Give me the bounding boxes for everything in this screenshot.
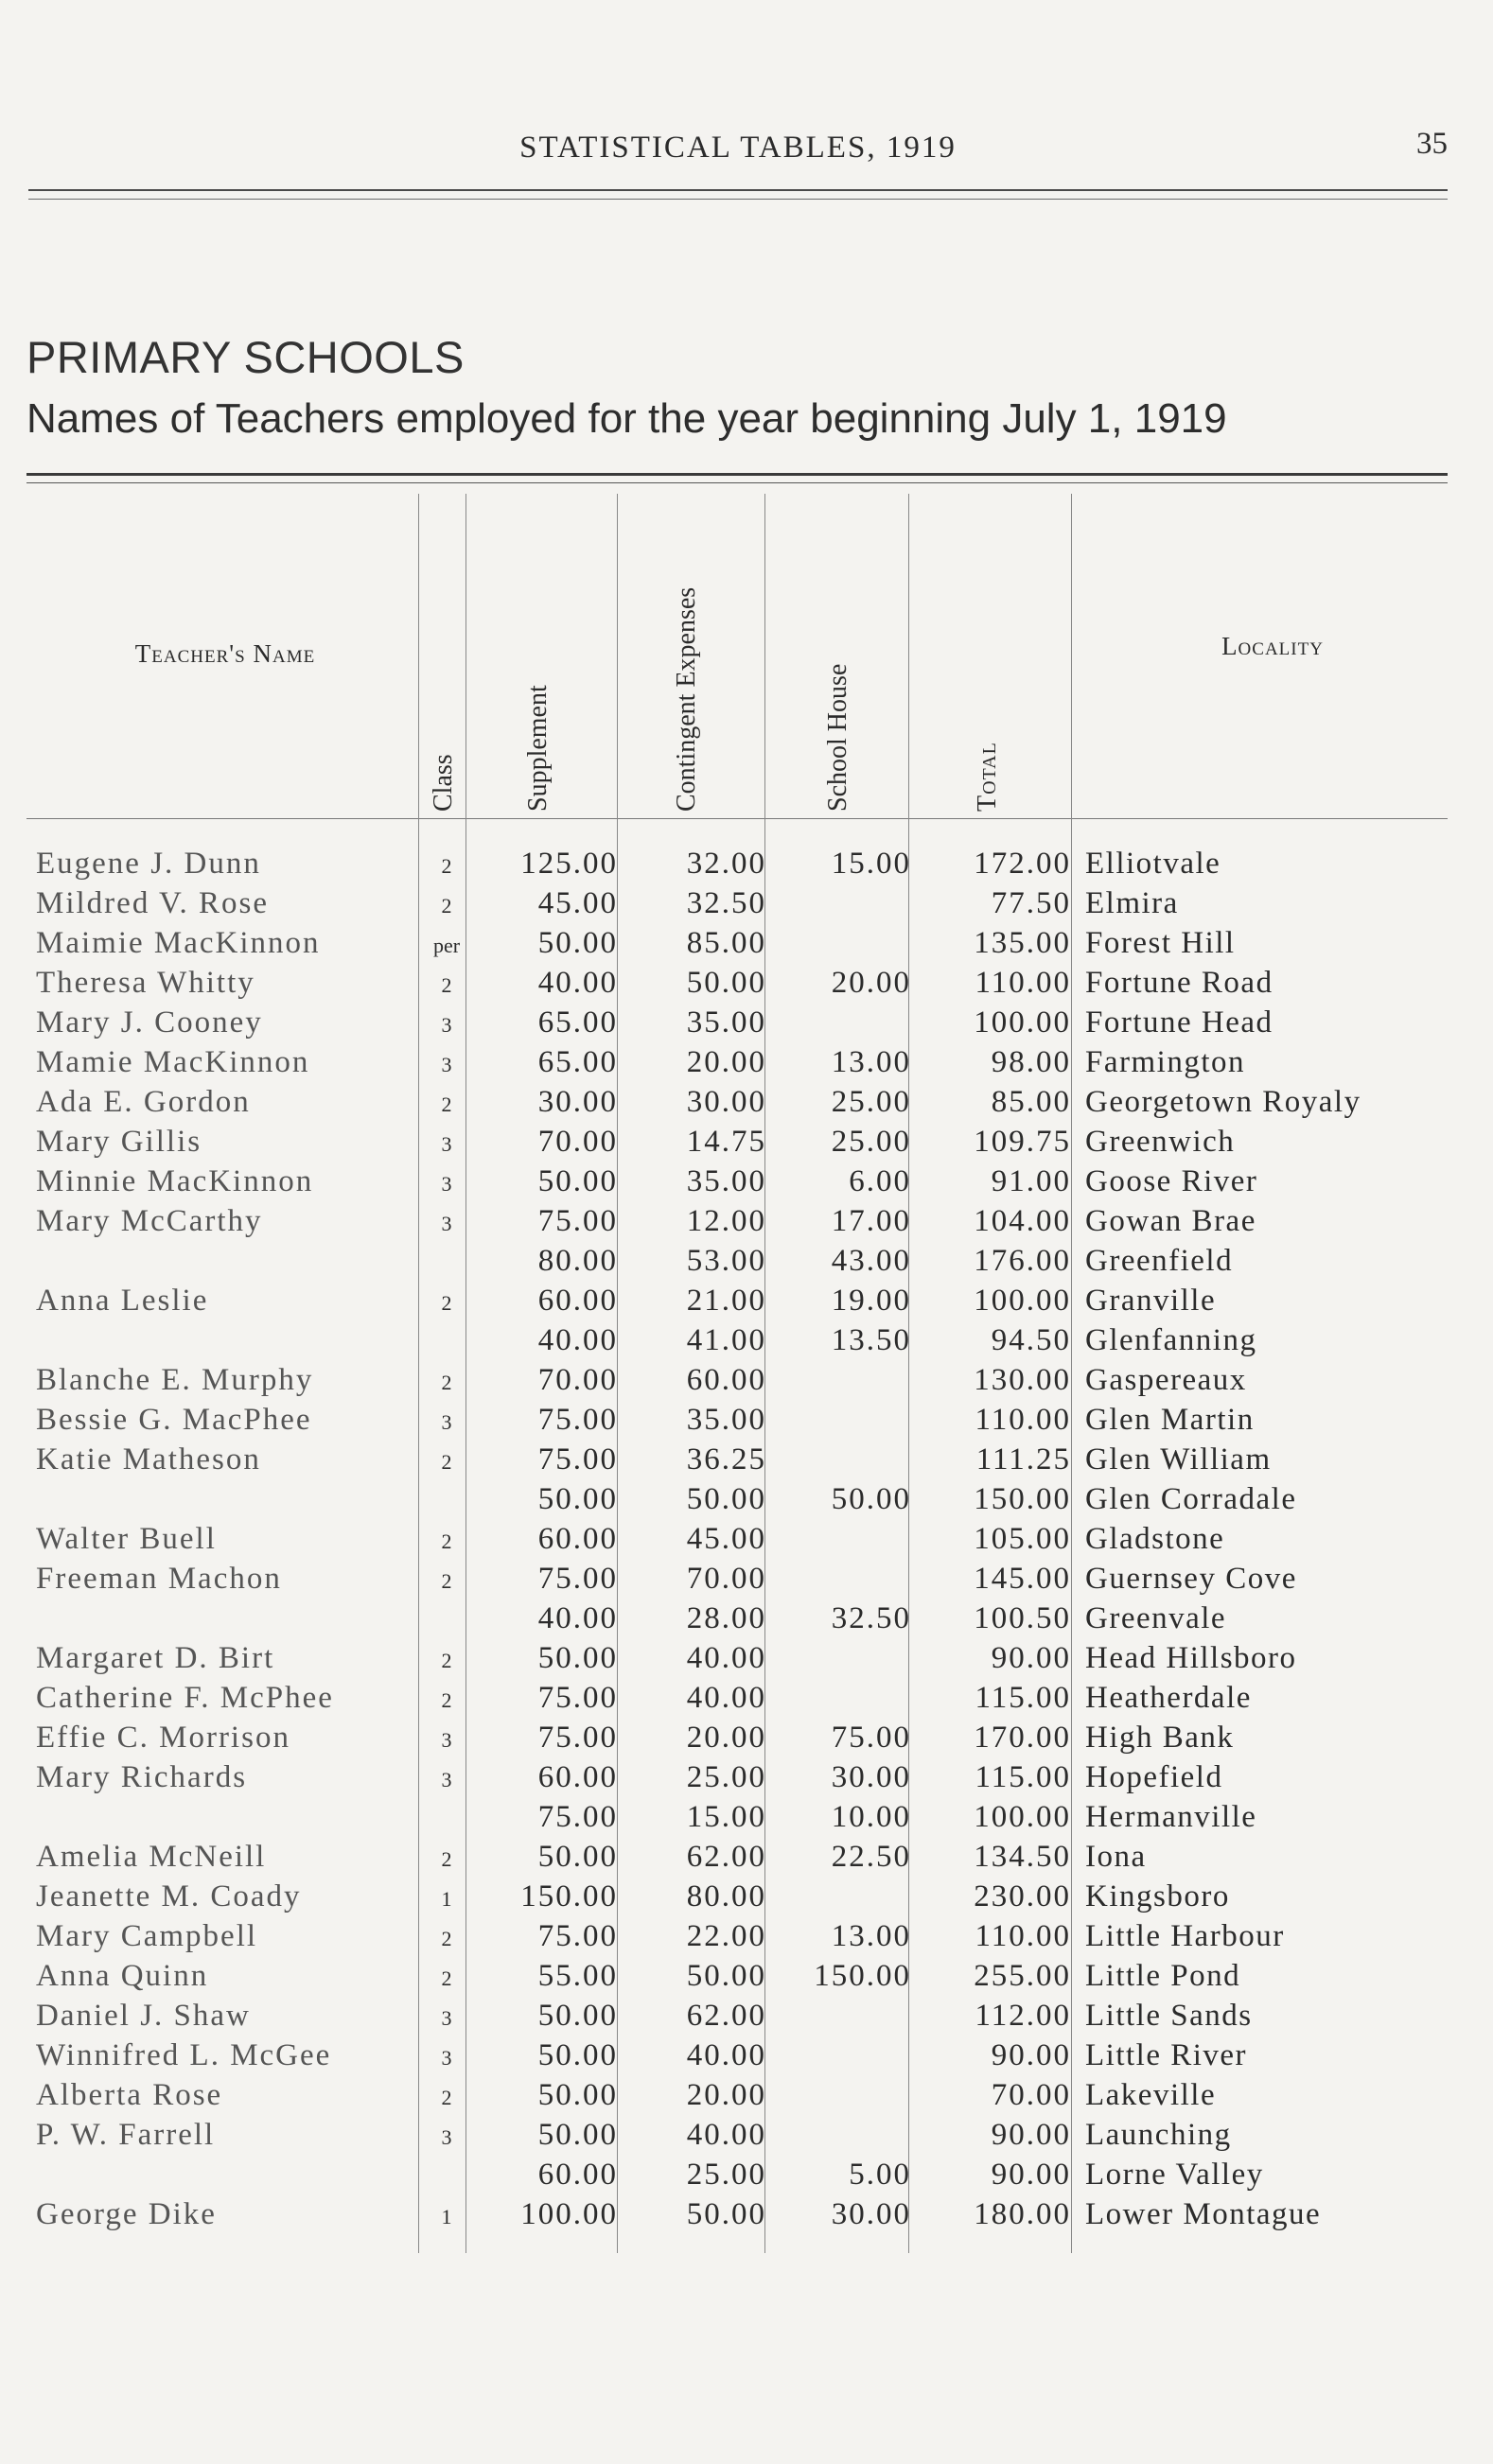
supplement-cell: 50.00 [537, 1999, 618, 2033]
class-cell: 2 [441, 1371, 452, 1394]
header-supplement: Supplement [523, 685, 553, 812]
class-cell: 3 [441, 1768, 452, 1791]
supplement-cell: 60.00 [537, 2158, 618, 2192]
supplement-cell: 50.00 [537, 1840, 618, 1874]
table-top-rule [26, 473, 1448, 476]
total-cell: 109.75 [974, 1125, 1071, 1159]
contingent-cell: 40.00 [686, 2038, 766, 2072]
table-row [0, 1242, 1493, 1282]
total-cell: 172.00 [974, 847, 1071, 881]
table-row [0, 845, 1493, 884]
supplement-cell: 55.00 [537, 1959, 618, 1993]
total-cell: 100.00 [974, 1800, 1071, 1834]
locality-cell: Elliotvale [1085, 847, 1221, 881]
total-cell: 90.00 [991, 1641, 1071, 1675]
teacher-name-cell: Bessie G. MacPhee [36, 1403, 312, 1437]
class-cell: 3 [441, 2046, 452, 2070]
table-row [0, 884, 1493, 924]
table-row [0, 1202, 1493, 1242]
header-school-house: School House [823, 663, 852, 812]
teacher-name-cell: Walter Buell [36, 1522, 217, 1556]
teacher-name-cell: Mildred V. Rose [36, 886, 270, 920]
total-cell: 134.50 [974, 1840, 1071, 1874]
total-cell: 110.00 [975, 1919, 1071, 1953]
locality-cell: Greenwich [1085, 1125, 1236, 1159]
teacher-name-cell: Catherine F. McPhee [36, 1681, 334, 1715]
header-bottom-rule [26, 818, 1448, 819]
total-cell: 255.00 [974, 1959, 1071, 1993]
contingent-cell: 28.00 [686, 1601, 766, 1635]
class-cell: 2 [441, 1529, 452, 1553]
supplement-cell: 75.00 [537, 1800, 618, 1834]
teacher-name-cell: Ada E. Gordon [36, 1085, 251, 1119]
supplement-cell: 65.00 [537, 1045, 618, 1079]
total-cell: 112.00 [975, 1999, 1071, 2033]
running-title: STATISTICAL TABLES, 1919 [519, 131, 957, 165]
locality-cell: Greenfield [1085, 1244, 1234, 1278]
table-row [0, 1441, 1493, 1480]
class-cell: 2 [441, 1092, 452, 1116]
total-cell: 110.00 [975, 966, 1071, 1000]
supplement-cell: 70.00 [537, 1363, 618, 1397]
supplement-cell: 40.00 [537, 1601, 618, 1635]
school-house-cell: 17.00 [831, 1204, 911, 1238]
contingent-cell: 50.00 [686, 1959, 766, 1993]
contingent-cell: 60.00 [686, 1363, 766, 1397]
contingent-cell: 62.00 [686, 1999, 766, 2033]
teacher-name-cell: Daniel J. Shaw [36, 1999, 251, 2033]
locality-cell: Glen Corradale [1085, 1482, 1297, 1516]
school-house-cell: 13.00 [831, 1045, 911, 1079]
class-cell: 2 [441, 1569, 452, 1593]
locality-cell: High Bank [1085, 1721, 1235, 1755]
total-cell: 105.00 [974, 1522, 1071, 1556]
supplement-cell: 150.00 [520, 1879, 618, 1914]
header-rule-thin [28, 199, 1448, 200]
supplement-cell: 100.00 [520, 2197, 618, 2231]
locality-cell: Glenfanning [1085, 1323, 1257, 1357]
locality-cell: Heatherdale [1085, 1681, 1252, 1715]
total-cell: 111.25 [975, 1442, 1071, 1477]
contingent-cell: 35.00 [686, 1164, 766, 1198]
locality-cell: Fortune Head [1085, 1005, 1273, 1040]
teacher-name-cell: Alberta Rose [36, 2078, 223, 2112]
total-cell: 85.00 [991, 1085, 1071, 1119]
locality-cell: Lakeville [1085, 2078, 1217, 2112]
contingent-cell: 12.00 [686, 1204, 766, 1238]
contingent-cell: 45.00 [686, 1522, 766, 1556]
supplement-cell: 70.00 [537, 1125, 618, 1159]
contingent-cell: 32.00 [686, 847, 766, 881]
contingent-cell: 21.00 [686, 1284, 766, 1318]
class-cell: 2 [441, 1291, 452, 1315]
locality-cell: Farmington [1085, 1045, 1245, 1079]
table-row [0, 2156, 1493, 2195]
table-row [0, 1401, 1493, 1441]
section-title: PRIMARY SCHOOLS [26, 332, 465, 382]
class-cell: 1 [441, 1887, 452, 1911]
supplement-cell: 30.00 [537, 1085, 618, 1119]
school-house-cell: 75.00 [831, 1721, 911, 1755]
locality-cell: Lower Montague [1085, 2197, 1322, 2231]
table-top-rule-thin [26, 482, 1448, 483]
table-row [0, 1083, 1493, 1123]
table-row [0, 964, 1493, 1004]
table-row [0, 2076, 1493, 2116]
teacher-name-cell: Maimie MacKinnon [36, 926, 321, 960]
total-cell: 77.50 [991, 886, 1071, 920]
school-house-cell: 30.00 [831, 1760, 911, 1794]
table-body [0, 845, 1493, 2235]
locality-cell: Glen Martin [1085, 1403, 1255, 1437]
class-cell: 2 [441, 1450, 452, 1474]
supplement-cell: 75.00 [537, 1681, 618, 1715]
running-header [28, 123, 1448, 180]
class-cell: 2 [441, 2086, 452, 2109]
total-cell: 150.00 [974, 1482, 1071, 1516]
table-row [0, 1480, 1493, 1520]
supplement-cell: 50.00 [537, 2118, 618, 2152]
table-row [0, 1798, 1493, 1838]
class-cell: 3 [441, 1053, 452, 1076]
class-cell: per [432, 934, 461, 957]
total-cell: 170.00 [974, 1721, 1071, 1755]
table-row [0, 924, 1493, 964]
locality-cell: Glen William [1085, 1442, 1272, 1477]
table-row [0, 1162, 1493, 1202]
table-row [0, 1758, 1493, 1798]
class-cell: 2 [441, 1688, 452, 1712]
locality-cell: Hermanville [1085, 1800, 1257, 1834]
contingent-cell: 40.00 [686, 2118, 766, 2152]
locality-cell: Head Hillsboro [1085, 1641, 1297, 1675]
total-cell: 100.00 [974, 1284, 1071, 1318]
table-row [0, 1878, 1493, 1917]
contingent-cell: 36.25 [686, 1442, 766, 1477]
locality-cell: Kingsboro [1085, 1879, 1230, 1914]
table-row [0, 1679, 1493, 1719]
contingent-cell: 25.00 [686, 2158, 766, 2192]
supplement-cell: 50.00 [537, 1482, 618, 1516]
contingent-cell: 85.00 [686, 926, 766, 960]
header-contingent-expenses: Contingent Expenses [672, 586, 701, 812]
teacher-name-cell: Effie C. Morrison [36, 1721, 290, 1755]
teacher-name-cell: Mary McCarthy [36, 1204, 263, 1238]
school-house-cell: 43.00 [831, 1244, 911, 1278]
class-cell: 2 [441, 1927, 452, 1950]
contingent-cell: 40.00 [686, 1681, 766, 1715]
supplement-cell: 75.00 [537, 1204, 618, 1238]
contingent-cell: 22.00 [686, 1919, 766, 1953]
supplement-cell: 75.00 [537, 1562, 618, 1596]
contingent-cell: 62.00 [686, 1840, 766, 1874]
teacher-name-cell: Eugene J. Dunn [36, 847, 261, 881]
total-cell: 135.00 [974, 926, 1071, 960]
header-locality: Locality [1221, 632, 1324, 660]
teacher-name-cell: Theresa Whitty [36, 966, 255, 1000]
total-cell: 130.00 [974, 1363, 1071, 1397]
teacher-name-cell: George Dike [36, 2197, 217, 2231]
total-cell: 115.00 [975, 1681, 1071, 1715]
supplement-cell: 75.00 [537, 1919, 618, 1953]
class-cell: 3 [441, 1013, 452, 1037]
contingent-cell: 41.00 [686, 1323, 766, 1357]
contingent-cell: 20.00 [686, 1721, 766, 1755]
total-cell: 70.00 [991, 2078, 1071, 2112]
supplement-cell: 40.00 [537, 966, 618, 1000]
table-row [0, 2036, 1493, 2076]
total-cell: 104.00 [974, 1204, 1071, 1238]
school-house-cell: 25.00 [831, 1085, 911, 1119]
supplement-cell: 125.00 [520, 847, 618, 881]
locality-cell: Lorne Valley [1085, 2158, 1264, 2192]
total-cell: 100.50 [974, 1601, 1071, 1635]
total-cell: 91.00 [991, 1164, 1071, 1198]
supplement-cell: 60.00 [537, 1522, 618, 1556]
table-row [0, 1719, 1493, 1758]
table-row [0, 1599, 1493, 1639]
locality-cell: Gowan Brae [1085, 1204, 1256, 1238]
school-house-cell: 5.00 [849, 2158, 911, 2192]
table-caption: Names of Teachers employed for the year beginning July 1, 1919 [26, 395, 1227, 442]
locality-cell: Georgetown Royaly [1085, 1085, 1361, 1119]
teacher-name-cell: Anna Quinn [36, 1959, 209, 1993]
school-house-cell: 150.00 [814, 1959, 911, 1993]
school-house-cell: 13.00 [831, 1919, 911, 1953]
table-row [0, 1361, 1493, 1401]
teacher-name-cell: Anna Leslie [36, 1284, 209, 1318]
locality-cell: Gaspereaux [1085, 1363, 1247, 1397]
table-row [0, 1560, 1493, 1599]
supplement-cell: 40.00 [537, 1323, 618, 1357]
total-cell: 90.00 [991, 2158, 1071, 2192]
teacher-name-cell: Mary J. Cooney [36, 1005, 263, 1040]
locality-cell: Little River [1085, 2038, 1248, 2072]
locality-cell: Goose River [1085, 1164, 1258, 1198]
table-row [0, 2116, 1493, 2156]
supplement-cell: 50.00 [537, 1641, 618, 1675]
class-cell: 2 [441, 973, 452, 997]
table-row [0, 1282, 1493, 1321]
teacher-name-cell: P. W. Farrell [36, 2118, 216, 2152]
teacher-name-cell: Mary Richards [36, 1760, 248, 1794]
table-row [0, 1123, 1493, 1162]
contingent-cell: 70.00 [686, 1562, 766, 1596]
table-row [0, 1997, 1493, 2036]
total-cell: 90.00 [991, 2038, 1071, 2072]
supplement-cell: 80.00 [537, 1244, 618, 1278]
total-cell: 100.00 [974, 1005, 1071, 1040]
class-cell: 3 [441, 1728, 452, 1752]
school-house-cell: 32.50 [831, 1601, 911, 1635]
school-house-cell: 20.00 [831, 966, 911, 1000]
table-row [0, 1004, 1493, 1043]
supplement-cell: 65.00 [537, 1005, 618, 1040]
locality-cell: Little Sands [1085, 1999, 1253, 2033]
class-cell: 3 [441, 1212, 452, 1235]
supplement-cell: 60.00 [537, 1760, 618, 1794]
total-cell: 230.00 [974, 1879, 1071, 1914]
class-cell: 2 [441, 1649, 452, 1672]
supplement-cell: 50.00 [537, 926, 618, 960]
total-cell: 94.50 [991, 1323, 1071, 1357]
contingent-cell: 14.75 [686, 1125, 766, 1159]
table-row [0, 1321, 1493, 1361]
total-cell: 90.00 [991, 2118, 1071, 2152]
school-house-cell: 22.50 [831, 1840, 911, 1874]
table-row [0, 1957, 1493, 1997]
locality-cell: Hopefield [1085, 1760, 1223, 1794]
contingent-cell: 50.00 [686, 2197, 766, 2231]
class-cell: 3 [441, 2006, 452, 2030]
contingent-cell: 80.00 [686, 1879, 766, 1914]
contingent-cell: 53.00 [686, 1244, 766, 1278]
total-cell: 180.00 [974, 2197, 1071, 2231]
contingent-cell: 25.00 [686, 1760, 766, 1794]
teacher-name-cell: Katie Matheson [36, 1442, 261, 1477]
table-row [0, 1043, 1493, 1083]
header-total: Total [973, 742, 1002, 812]
table-row [0, 1838, 1493, 1878]
total-cell: 110.00 [975, 1403, 1071, 1437]
class-cell: 3 [441, 1172, 452, 1196]
table-row [0, 1520, 1493, 1560]
class-cell: 3 [441, 1132, 452, 1156]
school-house-cell: 25.00 [831, 1125, 911, 1159]
contingent-cell: 20.00 [686, 2078, 766, 2112]
supplement-cell: 50.00 [537, 2038, 618, 2072]
class-cell: 2 [441, 854, 452, 878]
locality-cell: Elmira [1085, 886, 1179, 920]
supplement-cell: 75.00 [537, 1442, 618, 1477]
page-number: 35 [1416, 127, 1448, 161]
contingent-cell: 20.00 [686, 1045, 766, 1079]
supplement-cell: 50.00 [537, 1164, 618, 1198]
class-cell: 2 [441, 1847, 452, 1871]
contingent-cell: 40.00 [686, 1641, 766, 1675]
teacher-name-cell: Jeanette M. Coady [36, 1879, 302, 1914]
class-cell: 2 [441, 894, 452, 917]
locality-cell: Gladstone [1085, 1522, 1225, 1556]
school-house-cell: 50.00 [831, 1482, 911, 1516]
teacher-name-cell: Blanche E. Murphy [36, 1363, 314, 1397]
table-row [0, 1639, 1493, 1679]
supplement-cell: 50.00 [537, 2078, 618, 2112]
school-house-cell: 15.00 [831, 847, 911, 881]
locality-cell: Little Harbour [1085, 1919, 1285, 1953]
class-cell: 2 [441, 1966, 452, 1990]
teacher-name-cell: Winnifred L. McGee [36, 2038, 332, 2072]
locality-cell: Forest Hill [1085, 926, 1236, 960]
locality-cell: Little Pond [1085, 1959, 1241, 1993]
contingent-cell: 50.00 [686, 966, 766, 1000]
supplement-cell: 75.00 [537, 1403, 618, 1437]
school-house-cell: 10.00 [831, 1800, 911, 1834]
locality-cell: Fortune Road [1085, 966, 1273, 1000]
teacher-name-cell: Amelia McNeill [36, 1840, 267, 1874]
contingent-cell: 50.00 [686, 1482, 766, 1516]
contingent-cell: 32.50 [686, 886, 766, 920]
table-row [0, 1917, 1493, 1957]
contingent-cell: 15.00 [686, 1800, 766, 1834]
header-rule [28, 189, 1448, 191]
table-row [0, 2195, 1493, 2235]
teacher-name-cell: Minnie MacKinnon [36, 1164, 314, 1198]
contingent-cell: 35.00 [686, 1005, 766, 1040]
total-cell: 98.00 [991, 1045, 1071, 1079]
header-teacher-name: Teacher's Name [134, 639, 316, 668]
teacher-name-cell: Freeman Machon [36, 1562, 282, 1596]
total-cell: 145.00 [974, 1562, 1071, 1596]
class-cell: 3 [441, 2125, 452, 2149]
supplement-cell: 45.00 [537, 886, 618, 920]
teacher-name-cell: Mary Campbell [36, 1919, 258, 1953]
school-house-cell: 13.50 [831, 1323, 911, 1357]
locality-cell: Launching [1085, 2118, 1232, 2152]
supplement-cell: 75.00 [537, 1721, 618, 1755]
locality-cell: Granville [1085, 1284, 1217, 1318]
total-cell: 176.00 [974, 1244, 1071, 1278]
contingent-cell: 30.00 [686, 1085, 766, 1119]
teacher-name-cell: Mary Gillis [36, 1125, 202, 1159]
locality-cell: Greenvale [1085, 1601, 1227, 1635]
teacher-name-cell: Margaret D. Birt [36, 1641, 275, 1675]
class-cell: 1 [441, 2205, 452, 2228]
contingent-cell: 35.00 [686, 1403, 766, 1437]
school-house-cell: 19.00 [831, 1284, 911, 1318]
teacher-name-cell: Mamie MacKinnon [36, 1045, 310, 1079]
class-cell: 3 [441, 1410, 452, 1434]
supplement-cell: 60.00 [537, 1284, 618, 1318]
header-class: Class [429, 754, 458, 812]
locality-cell: Iona [1085, 1840, 1147, 1874]
locality-cell: Guernsey Cove [1085, 1562, 1297, 1596]
school-house-cell: 30.00 [831, 2197, 911, 2231]
school-house-cell: 6.00 [849, 1164, 911, 1198]
total-cell: 115.00 [975, 1760, 1071, 1794]
